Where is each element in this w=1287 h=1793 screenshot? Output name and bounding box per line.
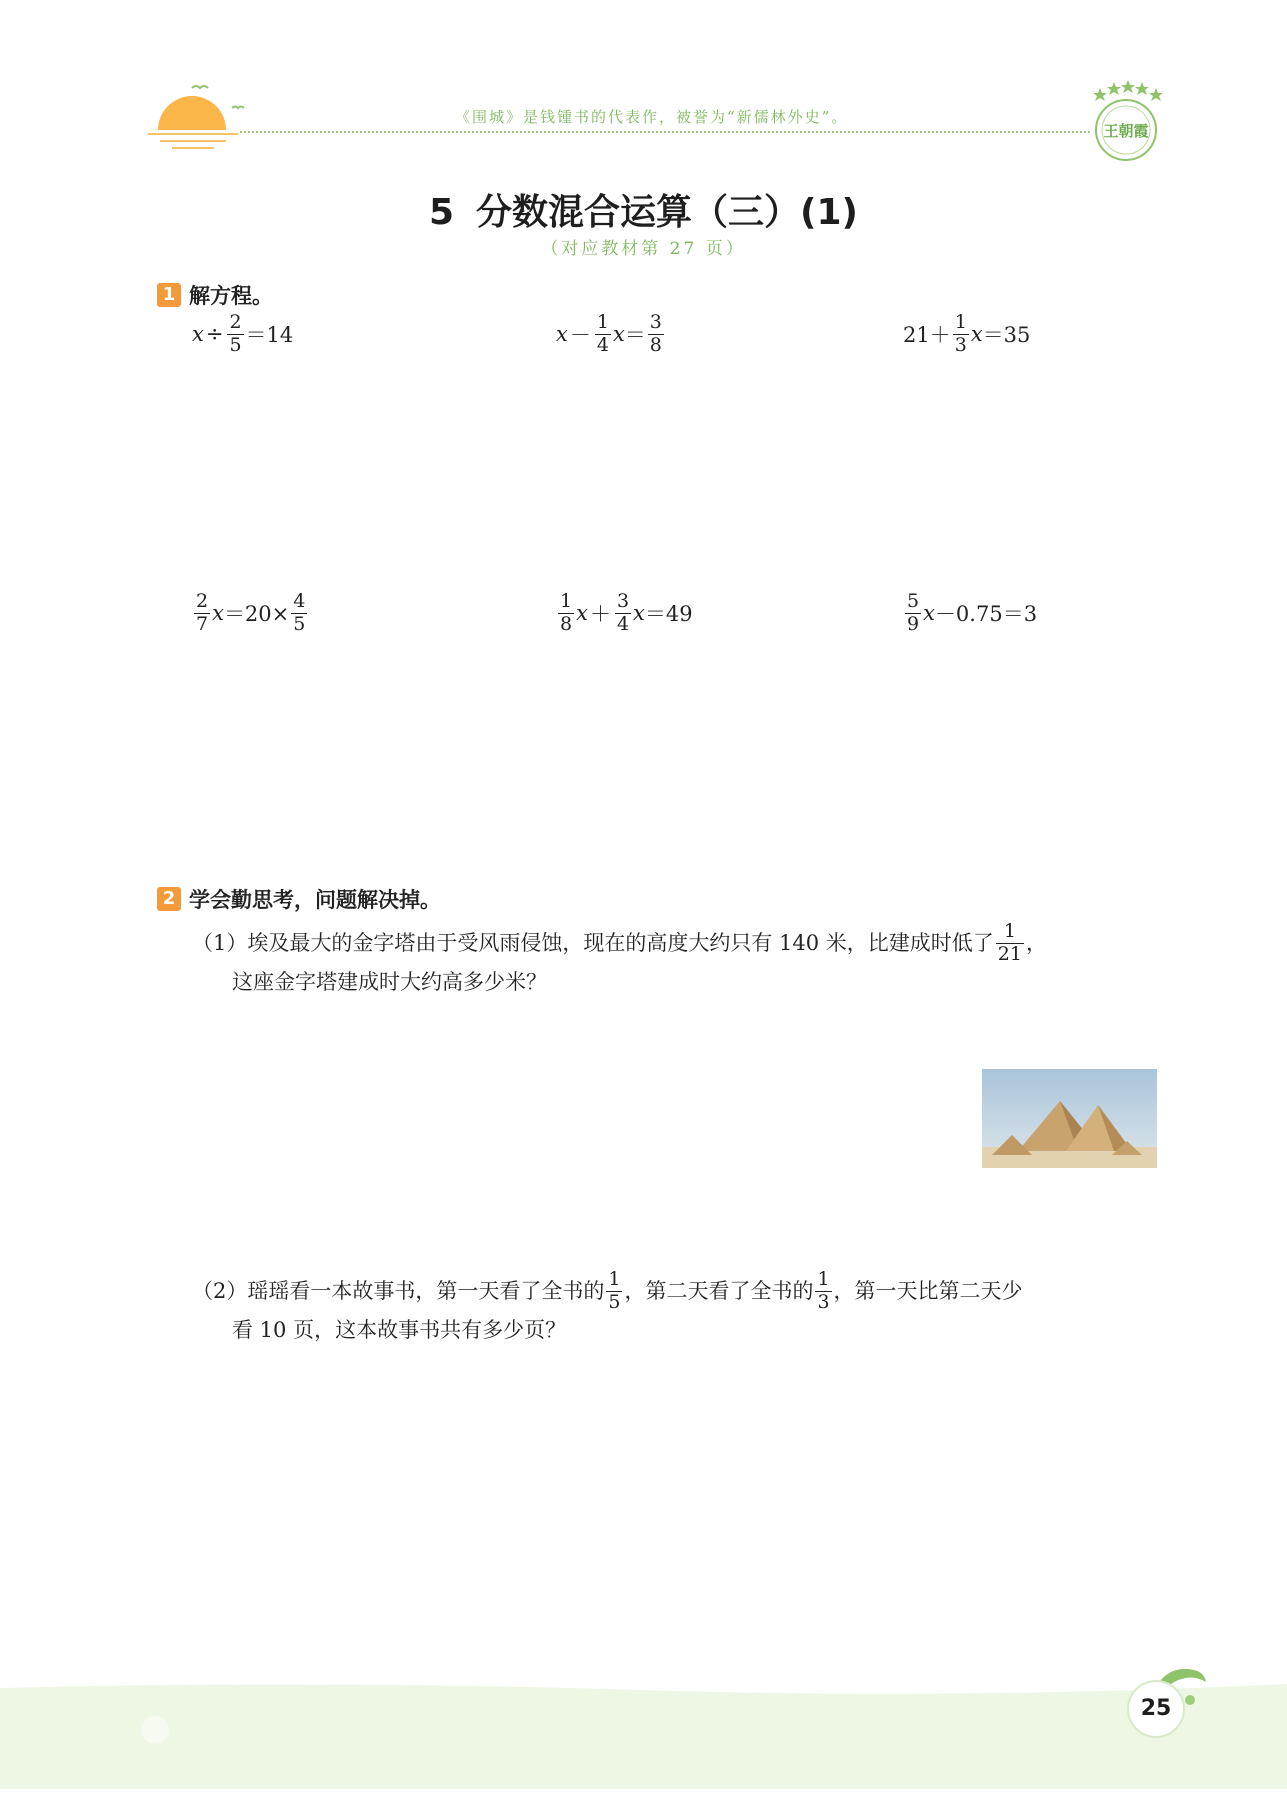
fraction: $\frac{1}{3}$ bbox=[954, 311, 967, 356]
svg-text:王朝霞: 王朝霞 bbox=[1103, 122, 1149, 140]
fraction: $\frac{1}{4}$ bbox=[596, 311, 609, 356]
sun-logo-icon bbox=[148, 78, 258, 153]
textbook-reference: （对应教材第 27 页） bbox=[541, 239, 746, 259]
section-2-tag: 2 bbox=[157, 887, 181, 911]
page-number: 25 bbox=[1127, 1680, 1185, 1738]
fraction: $\frac{1}{21}$ bbox=[997, 920, 1022, 965]
section-2-heading bbox=[157, 884, 441, 914]
fraction: $\frac{1}{3}$ bbox=[817, 1268, 830, 1313]
page-title bbox=[0, 184, 1287, 235]
lesson-title: 分数混合运算（三）(1) bbox=[476, 192, 859, 233]
lesson-number: 5 bbox=[428, 192, 455, 233]
equation-5: $\frac{1}{8}$ x ＋ $\frac{3}{4}$ x ＝49 bbox=[560, 590, 693, 635]
fraction: $\frac{2}{5}$ bbox=[229, 311, 242, 356]
problem-2: （2）瑶瑶看一本故事书，第一天看了全书的 $\frac{1}{5}$ ，第二天看了全书的 $\frac{1}{3}$ ，第一天比第二天少 看 10 页，这本故事书共有多少页？ bbox=[192, 1268, 1023, 1342]
fraction: $\frac{3}{4}$ bbox=[616, 590, 630, 635]
fraction: $\frac{4}{5}$ bbox=[293, 590, 306, 635]
fraction: $\frac{5}{9}$ bbox=[907, 590, 920, 635]
equation-3: 21＋ $\frac{1}{3}$ x ＝35 bbox=[903, 311, 1031, 356]
fraction: $\frac{2}{7}$ bbox=[196, 590, 209, 635]
fraction: $\frac{1}{8}$ bbox=[560, 590, 573, 635]
header-dotted-rule bbox=[240, 131, 1090, 133]
fraction: $\frac{3}{8}$ bbox=[649, 311, 662, 356]
equation-1: x ÷ $\frac{2}{5}$ ＝14 bbox=[192, 311, 294, 356]
section-1-tag: 1 bbox=[157, 283, 181, 307]
footer-band bbox=[0, 1680, 1287, 1789]
equation-4: $\frac{2}{7}$ x ＝20× $\frac{4}{5}$ bbox=[196, 590, 306, 635]
section-2-title: 学会勤思考，问题解决掉。 bbox=[189, 888, 441, 912]
problem-1: （1）埃及最大的金字塔由于受风雨侵蚀，现在的高度大约只有 140 米，比建成时低了 $\frac{1}{21}$ ， 这座金字塔建成时大约高多少米？ bbox=[192, 920, 1047, 994]
section-1-title: 解方程。 bbox=[189, 284, 273, 308]
brand-badge-icon bbox=[1086, 76, 1166, 166]
equation-2: x － $\frac{1}{4}$ x ＝ $\frac{3}{8}$ bbox=[556, 311, 662, 356]
fraction: $\frac{1}{5}$ bbox=[608, 1268, 621, 1313]
section-1-heading bbox=[157, 280, 273, 310]
pyramid-photo bbox=[982, 1069, 1157, 1168]
equation-6: $\frac{5}{9}$ x －0.75＝3 bbox=[907, 590, 1038, 635]
header-quote: 《围城》是钱锺书的代表作，被誉为“新儒林外史”。 bbox=[455, 108, 849, 126]
